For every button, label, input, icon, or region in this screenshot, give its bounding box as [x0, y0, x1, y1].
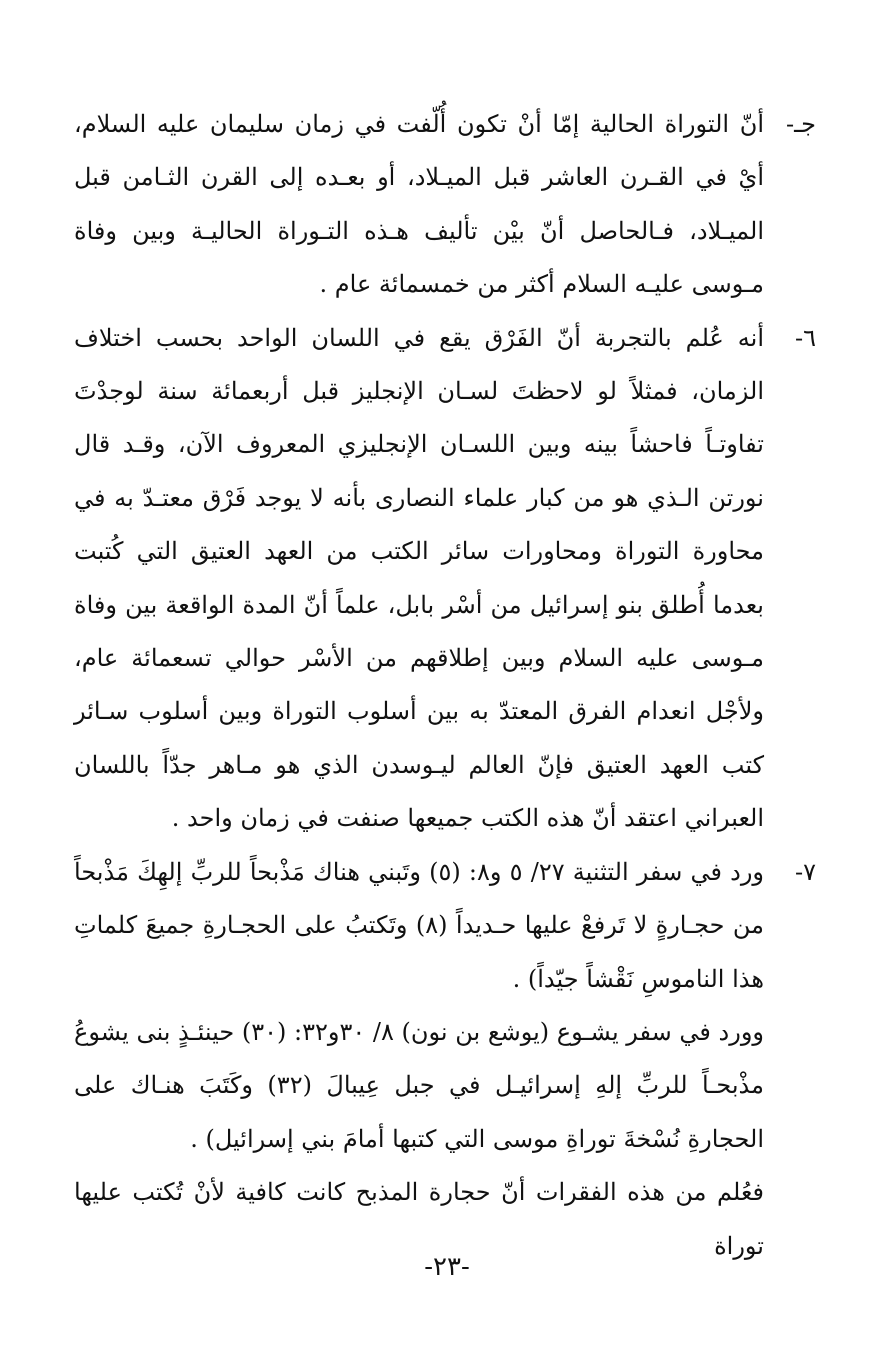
- paragraph-text: أنه عُلم بالتجربة أنّ الفَرْق يقع في اللسان الواحد بحسب اختلاف الزمان، فمثلاً لو لاحظتَ لسـان الإنجليز قبل أربعمائة سنة لوجدْتَ تفاوتـاً فاحشاً بينه وبين اللسـان الإنجليزي المعروف الآن، وقـد قال نورتن الـذي هو من كبار علماء النصارى بأنه لا يوجد فَرْق معتـدّ به في محاورة التوراة ومحاورات سائر الكتب من العهد العتيق التي كُتبت بعدما أُطلق بنو إسرائيل من أسْر بابل، علماً أنّ المدة الواقعة بين وفاة مـوسى عليه السلام وبين إطلاقهم من الأسْر حوالي تسعمائة عام، ولأجْل انعدام الفرق المعتدّ به بين أسلوب التوراة وبين أسلوب سـائر كتب العهد العتيق فإنّ العالم ليـوسدن الذي هو مـاهر جدّاً باللسان العبراني اعتقد أنّ هذه الكتب جميعها صنفت في زمان واحد .: [74, 323, 764, 833]
- item-marker: ٧-: [795, 857, 817, 886]
- paragraph-7: [74, 846, 816, 1006]
- item-marker: جـ-: [786, 110, 816, 138]
- paragraph-6: [74, 312, 816, 846]
- paragraph-text: وورد في سفر يشـوع (يوشع بن نون) ٨/ ٣٠و٣٢: (٣٠) حينئـذٍ بنى يشوعُ مذْبحـاً للربِّ إلهِ إسرائيـل في جبل عِيبالَ (٣٢) وكَتَبَ هنـاك على الحجارةِ نُسْخةَ توراةِ موسى التي كتبها أمامَ بني إسرائيل) .: [74, 1017, 764, 1153]
- page-number: -٢٣-: [424, 1252, 470, 1282]
- paragraph-text: فعُلم من هذه الفقرات أنّ حجارة المذبح كانت كافية لأنْ تُكتب عليها توراة: [74, 1178, 764, 1260]
- paragraph-text: أنّ التوراة الحالية إمّا أنْ تكون أُلّفت في زمان سليمان عليه السلام، أيْ في القـرن العاشر قبل الميـلاد، أو بعـده إلى القرن الثـامن قبل الميـلاد، فـالحاصل أنّ بيْن تأليف هـذه التـوراة الحاليـة وبين وفاة مـوسى عليـه السلام أكثر من خمسمائة عام .: [74, 110, 764, 299]
- body-text: [74, 98, 816, 1273]
- paragraph-text: ورد في سفر التثنية ٢٧/ ٥ و٨: (٥) وتَبني هناك مَذْبحاً للربِّ إلهِكَ مَذْبحاً من حجـارةٍ لا تَرفعْ عليها حـديداً (٨) وتَكتبُ على الحجـارةِ جميعَ كلماتِ هذا الناموسِ نَقْشاً جيّداً) .: [74, 857, 765, 993]
- item-marker: ٦-: [795, 323, 816, 352]
- paragraph-jim: [74, 98, 816, 312]
- paragraph-joshua: [74, 1006, 816, 1166]
